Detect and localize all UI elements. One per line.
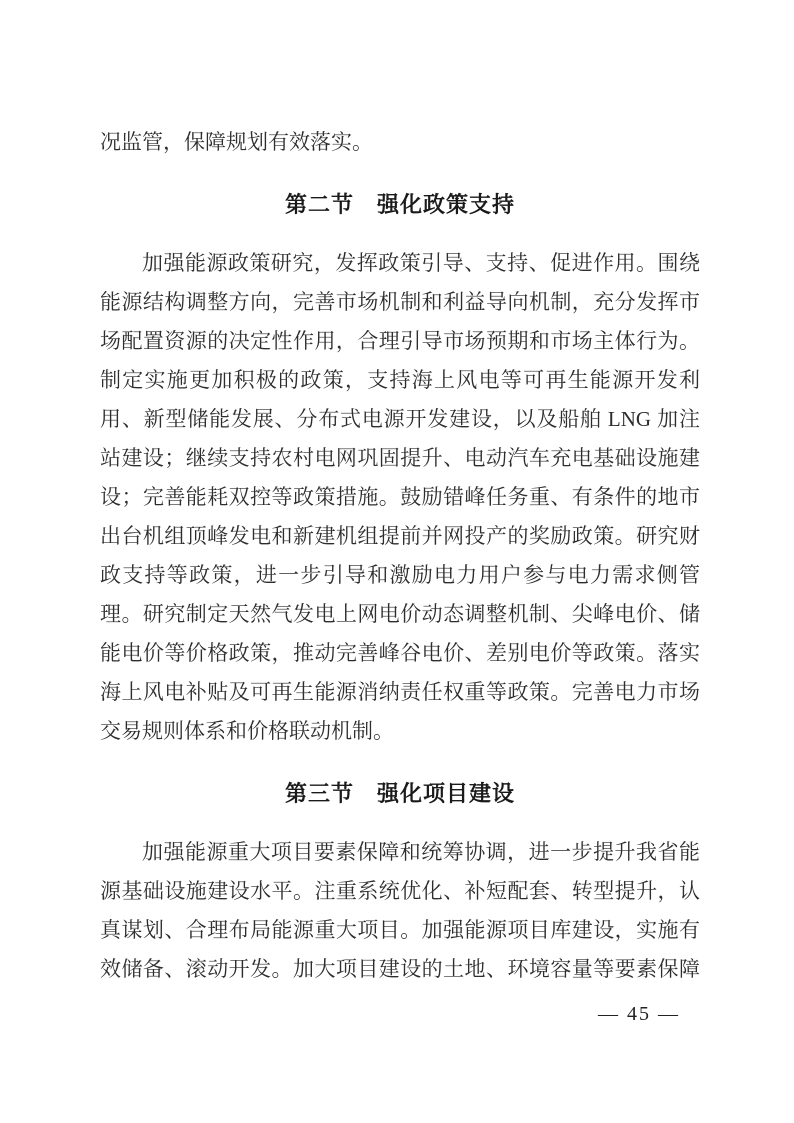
body-line: 交易规则体系和价格联动机制。 <box>100 719 394 743</box>
body-line: 加强能源重大项目要素保障和统筹协调，进一步提升我省能 <box>142 840 700 864</box>
paragraph <box>100 244 700 751</box>
document-content <box>100 123 700 989</box>
body-line: 制定实施更加积极的政策，支持海上风电等可再生能源开发利 <box>100 368 700 392</box>
body-line: 站建设；继续支持农村电网巩固提升、电动汽车充电基础设施建 <box>100 446 700 470</box>
body-line: 政支持等政策，进一步引导和激励电力用户参与电力需求侧管 <box>100 563 700 587</box>
body-line: 用、新型储能发展、分布式电源开发建设，以及船舶 LNG 加注 <box>100 407 700 431</box>
body-line: 效储备、滚动开发。加大项目建设的土地、环境容量等要素保障 <box>100 957 700 981</box>
page-number: — 45 — <box>598 1003 680 1025</box>
sections-container <box>100 188 700 989</box>
body-line: 能电价等价格政策，推动完善峰谷电价、差别电价等政策。落实 <box>100 641 700 665</box>
body-line: 能源结构调整方向，完善市场机制和利益导向机制，充分发挥市 <box>100 290 700 314</box>
body-line: 出台机组顶峰发电和新建机组提前并网投产的奖励政策。研究财 <box>100 524 700 548</box>
section-heading: 第二节 强化政策支持 <box>284 192 515 217</box>
body-line: 况监管，保障规划有效落实。 <box>100 130 373 154</box>
body-line: 设；完善能耗双控等政策措施。鼓励错峰任务重、有条件的地市 <box>100 485 700 509</box>
section-heading: 第三节 强化项目建设 <box>284 781 515 806</box>
body-line: 真谋划、合理布局能源重大项目。加强能源项目库建设，实施有 <box>100 918 700 942</box>
body-line: 场配置资源的决定性作用，合理引导市场预期和市场主体行为。 <box>100 329 700 353</box>
body-line: 源基础设施建设水平。注重系统优化、补短配套、转型提升，认 <box>100 879 700 903</box>
body-line: 海上风电补贴及可再生能源消纳责任权重等政策。完善电力市场 <box>100 680 700 704</box>
paragraph <box>100 833 700 989</box>
body-line: 理。研究制定天然气发电上网电价动态调整机制、尖峰电价、储 <box>100 602 700 626</box>
body-line: 加强能源政策研究，发挥政策引导、支持、促进作用。围绕 <box>142 251 700 275</box>
